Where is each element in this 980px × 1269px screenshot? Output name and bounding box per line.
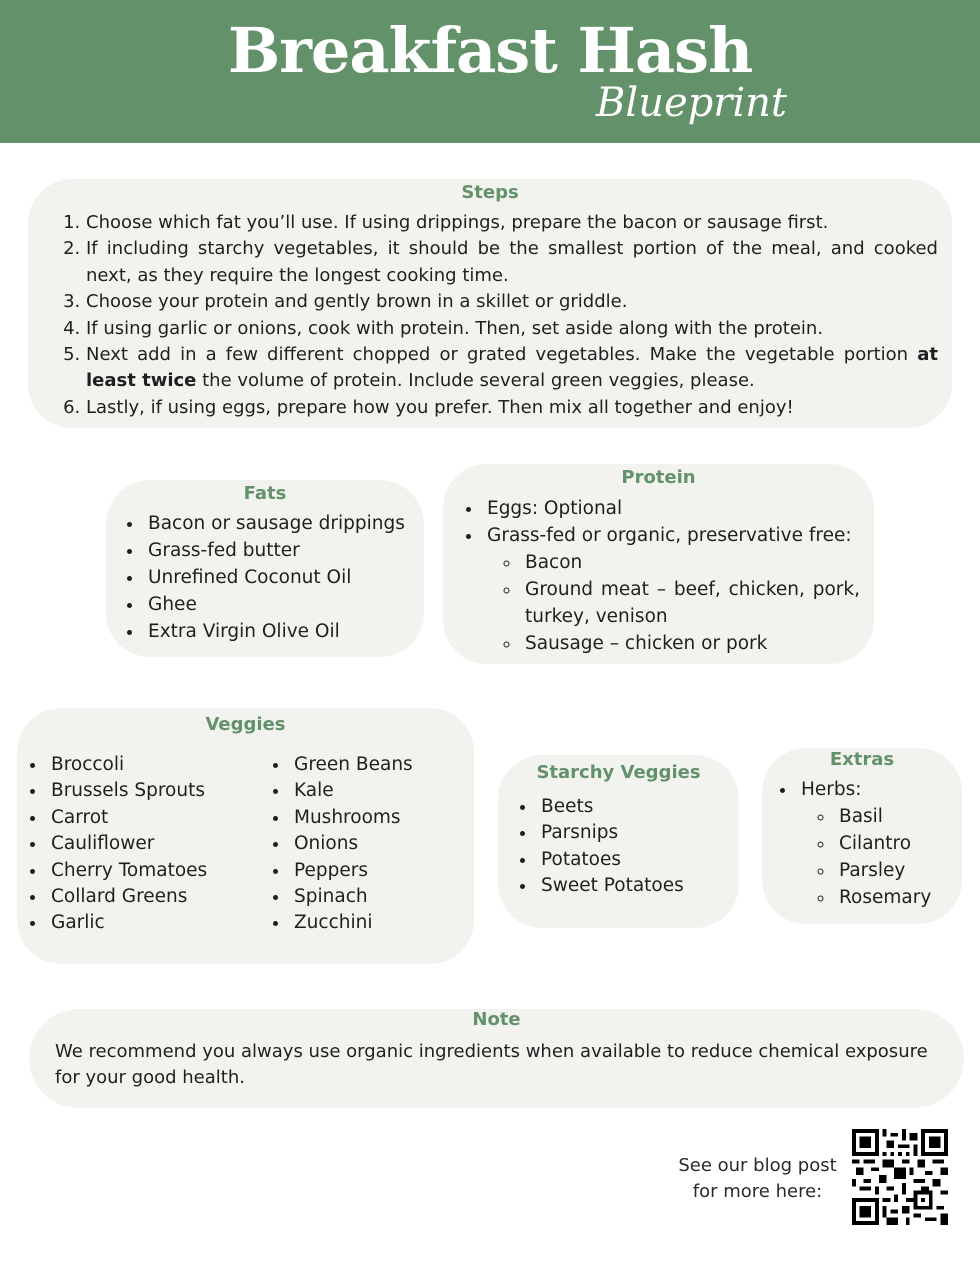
list-item: • Cherry Tomatoes [47,858,261,884]
note-title: Note [472,1009,521,1030]
list-item: • Extra Virgin Olive Oil [144,618,424,645]
page-title: Breakfast Hash [227,14,753,87]
step-text: the volume of protein. Include several green veggies, please. [196,370,755,392]
veggies-col-left [31,752,261,937]
list-item [483,522,860,657]
list-item-label: Herbs: [801,779,862,800]
list-item [797,776,962,911]
step-text: Next add in a few different chopped or grated vegetables. Make the vegetable portion [86,344,918,366]
herbs-sublist [801,803,962,911]
step-item: 2. If including starchy vegetables, it should be the smallest portion of the meal, and cooked next, as they require the longest cooking time. [86,236,952,289]
veggies-card [17,708,474,964]
page-subtitle: Blueprint [596,80,787,126]
list-item: • Spinach [290,884,464,910]
list-item: • Parsnips [537,820,739,846]
step-item: 1. Choose which fat you’ll use. If using drippings, prepare the bacon or sausage first. [86,210,952,236]
list-item: • Garlic [47,910,261,936]
protein-sublist [487,549,860,657]
list-item: • Brussels Sprouts [47,778,261,804]
blog-callout [660,1153,855,1205]
starchy-veggies-title: Starchy Veggies [536,762,701,783]
extras-card [762,748,962,924]
list-item: • Kale [290,778,464,804]
list-item: • Zucchini [290,910,464,936]
list-item: • Onions [290,831,464,857]
extras-title: Extras [829,749,895,770]
extras-list [762,776,962,911]
sub-list-item: ◦ Rosemary [835,884,962,911]
list-item: • Collard Greens [47,884,261,910]
list-item: • Ghee [144,591,424,618]
blog-line-1: See our blog post [678,1155,837,1176]
header-banner [0,0,980,143]
veggies-title: Veggies [205,714,286,735]
blog-line-2: for more here: [692,1181,823,1202]
list-item: • Sweet Potatoes [537,873,739,899]
qr-code-icon[interactable] [852,1129,948,1225]
veggies-column-2 [274,752,464,937]
list-item: • Unrefined Coconut Oil [144,564,424,591]
step-item: 3. Choose your protein and gently brown in a skillet or griddle. [86,289,952,315]
fats-title: Fats [243,483,287,504]
list-item: • Potatoes [537,847,739,873]
sub-list-item: ◦ Basil [835,803,962,830]
list-item: • Broccoli [47,752,261,778]
veggies-column-1 [31,752,261,937]
list-item: • Eggs: Optional [483,495,860,522]
list-item: • Grass-fed butter [144,537,424,564]
step-emphasis: at least twice [86,344,938,392]
steps-card [28,179,952,428]
sub-list-item: ◦ Parsley [835,857,962,884]
step-item: 6. Lastly, if using eggs, prepare how you prefer. Then mix all together and enjoy! [86,395,952,421]
note-card [29,1009,964,1108]
list-item: • Beets [537,794,739,820]
steps-list [28,210,952,421]
protein-title: Protein [621,467,696,488]
sub-list-item: ◦ Bacon [521,549,860,576]
fats-list [106,510,424,645]
sub-list-item: ◦ Cilantro [835,830,962,857]
list-item: • Cauliflower [47,831,261,857]
sub-list-item: ◦ Sausage – chicken or pork [521,630,860,657]
starchy-veggies-list [498,794,739,900]
list-item-label: Grass-fed or organic, preservative free: [487,525,852,546]
list-item: • Green Beans [290,752,464,778]
list-item: • Mushrooms [290,805,464,831]
list-item: • Carrot [47,805,261,831]
list-item: • Peppers [290,858,464,884]
starchy-veggies-card [498,755,739,928]
step-item: 4. If using garlic or onions, cook with protein. Then, set aside along with the protein. [86,316,952,342]
veggies-col-right [274,752,464,937]
sub-list-item: ◦ Ground meat – beef, chicken, pork, turkey, venison [521,576,860,630]
fats-card [106,480,424,657]
note-text: We recommend you always use organic ingredients when available to reduce chemical exposure for your good health. [55,1041,928,1088]
step-item [86,342,952,395]
list-item: • Bacon or sausage drippings [144,510,424,537]
steps-title: Steps [461,182,519,203]
protein-card [443,464,874,664]
protein-list [443,495,874,657]
